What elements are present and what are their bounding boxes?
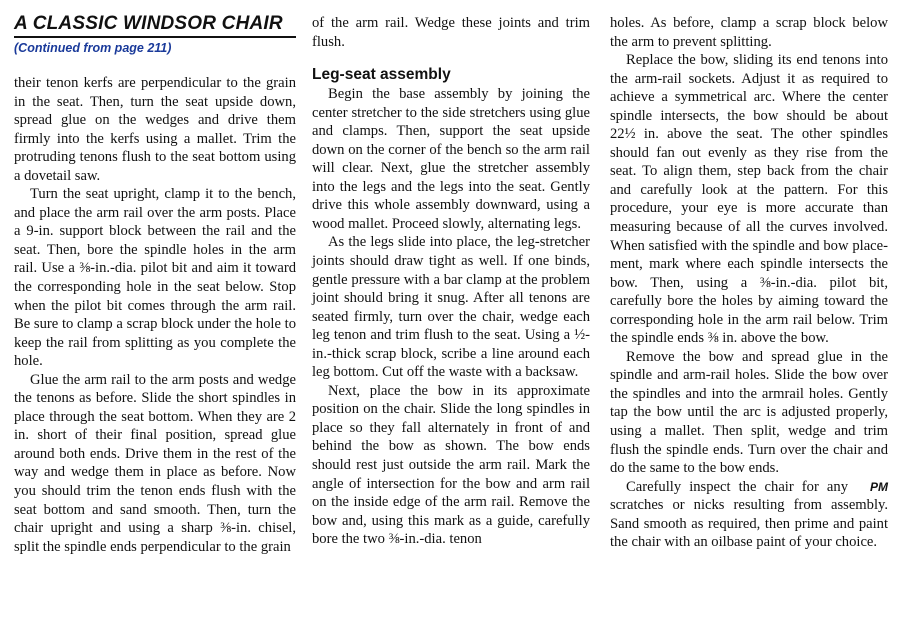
continued-note: (Continued from page 211) bbox=[14, 41, 172, 55]
paragraph: Next, place the bow in its approximate position on the chair. Slide the long spindles in place so they fall alternately in front of and behind the bow as shown. The bow ends should rest just outside the arm rail. Mark the angle of intersection for the bow and arm rail on the inside edge of the arm rail. Remove the bow and, using this mark as a guide, carefully bore the two ⅜-in.-dia. tenon bbox=[312, 382, 590, 548]
paragraph: Turn the seat upright, clamp it to the bench, and place the arm rail over the arm posts. Place a 9-in. support block between the rail and the seat. Then, bore the spindle holes in the arm rail. Use a ⅜-in.-dia. pilot bit and aim it toward the corresponding hole in the seat below. Stop when the pilot bit comes through the arm rail. Be sure to clamp a scrap block under the hole to keep the rail from splitting as you complete the hole. bbox=[14, 186, 296, 370]
column-3 bbox=[610, 14, 888, 552]
end-mark: PM bbox=[870, 479, 888, 494]
column-2 bbox=[312, 14, 590, 549]
title-rule bbox=[14, 36, 296, 38]
paragraph: Glue the arm rail to the arm posts and wedge the tenons as before. Slide the short spindles in place through the seat bottom. When they are 2 in. short of their final position, spread glue around both ends. Drive them in the rest of the way and wedge them in place as before. Now you should trim the tenon ends flush with the seat bottom and sand smooth. Then, turn the chair upright and using a sharp ⅜-in. chisel, split the spindle ends perpendicular to the grain bbox=[14, 371, 296, 555]
paragraph: Begin the base assembly by joining the center stretcher to the side stretchers using glue and clamps. Then, support the seat upside down on the corner of the bench so the arm rail will clear. Next, glue the stretcher assembly into the legs and the legs into the seat. Gently drive this whole assembly downward, using a wood mallet. Proceed slowly, alternating legs. bbox=[312, 86, 590, 232]
last-paragraph bbox=[610, 478, 888, 552]
paragraph: Replace the bow, sliding its end tenons into the arm-rail sockets. Adjust it as required to achieve a symmetrical arc. Where the center spindle intersects, the bow should be about 22½ in. above the seat. The other spindles should fan out evenly as they rise from the seat. To align them, step back from the chair and carefully look at the pattern. For this procedure, your eye is more accurate than measuring because of all the curves involved. When satisfied with the spindle and bow placement, mark where each spindle intersects the bow. Then, using a ⅜-in.-dia. pilot bit, carefully bore the holes by aiming toward the corresponding hole in the arm rail below. Trim the spindle ends ⅜ in. above the bow. bbox=[610, 52, 888, 347]
paragraph: of the arm rail. Wedge these joints and trim flush. bbox=[312, 15, 590, 50]
column-1 bbox=[14, 14, 296, 556]
paragraph-text: Carefully inspect the chair for any scratches or nicks resulting from assembly. Sand smooth as required, then prime and paint the chair with an oilbase paint of your choice. bbox=[610, 478, 888, 551]
section-heading: Leg-seat assembly bbox=[312, 66, 451, 84]
article-title: A CLASSIC WINDSOR CHAIR bbox=[14, 13, 283, 34]
paragraph: holes. As before, clamp a scrap block below the arm to prevent splitting. bbox=[610, 15, 888, 50]
paragraph: As the legs slide into place, the leg-stretcher joints should draw tight as well. If one binds, gentle pressure with a bar clamp at the problem joint should bring it snug. After all tenons are seated firmly, turn over the chair, wedge each leg tenon and trim flush to the seat. Using a ½-in.-thick scrap block, scribe a line around each leg bottom. Cut off the waste with a backsaw. bbox=[312, 234, 590, 381]
paragraph: their tenon kerfs are perpendicular to the grain in the seat. Then, turn the seat upside down, spread glue on the wedges and drive them firmly into the kerfs using a mallet. Trim the protruding tenons flush to the seat bottom using a dovetail saw. bbox=[14, 75, 296, 184]
paragraph: Remove the bow and spread glue in the spindle and arm-rail holes. Slide the bow over the spindles and into the armrail holes. Gently tap the bow until the arc is adjusted properly, using a mallet. Then split, wedge and trim flush the spindle ends. Turn over the chair and do the same to the bow ends. bbox=[610, 348, 888, 477]
